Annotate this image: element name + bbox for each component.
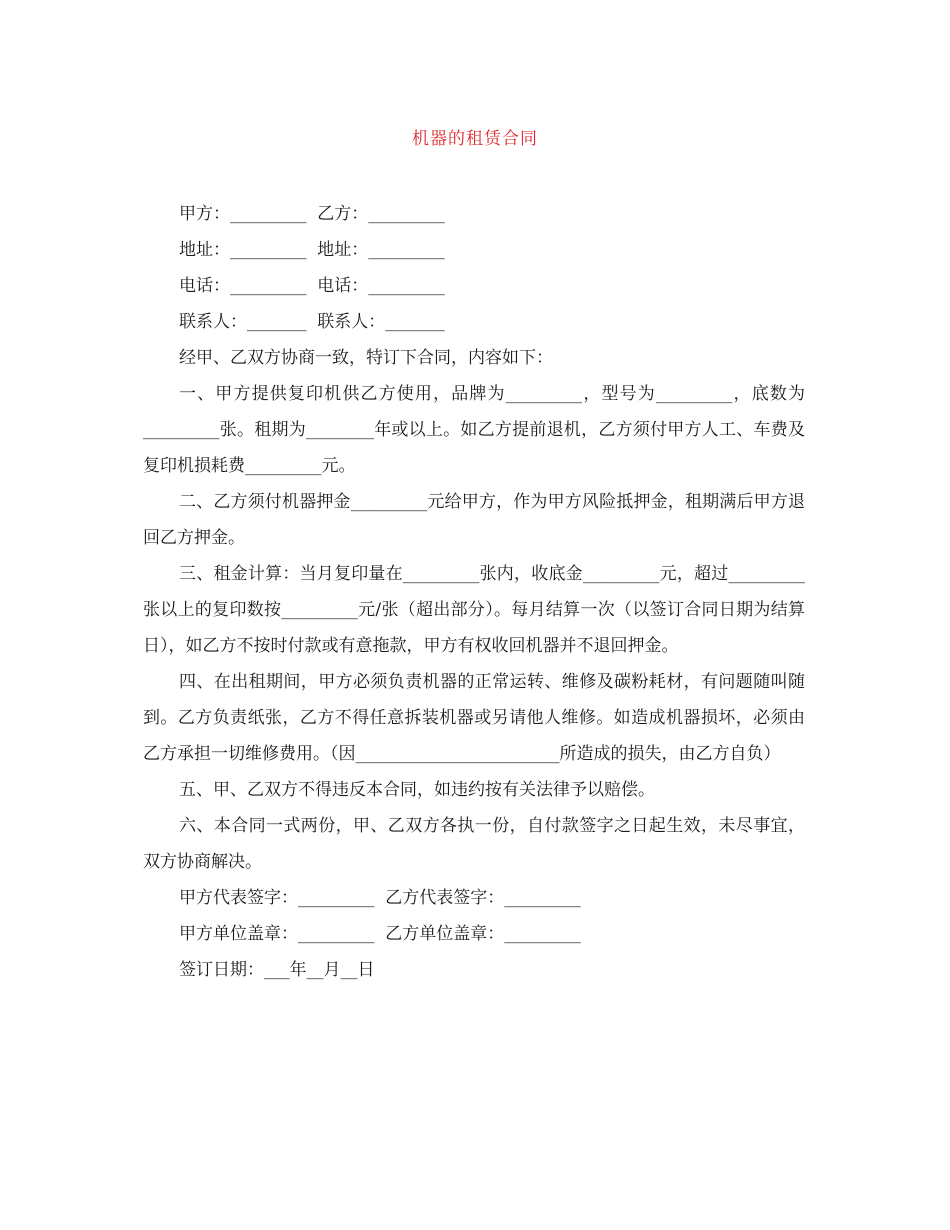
clause-4: 四、在出租期间，甲方必须负责机器的正常运转、维修及碳粉耗材，有问题随叫随到。乙方负责纸张，乙方不得任意拆装机器或另请他人维修。如造成机器损坏，必须由乙方承担一切维修费用。（因________________________所造成的损失，由乙方自负） — [143, 672, 805, 764]
seal-line: 甲方单位盖章：_________ 乙方单位盖章：_________ — [179, 924, 581, 944]
intro-paragraph: 经甲、乙双方协商一致，特订下合同，内容如下： — [179, 348, 553, 368]
clause-6: 六、本合同一式两份，甲、乙双方各执一份，自付款签字之日起生效，未尽事宜，双方协商解决。 — [143, 816, 805, 872]
contact-line: 联系人：_______ 联系人：_______ — [179, 312, 445, 332]
clause-2: 二、乙方须付机器押金_________元给甲方，作为甲方风险抵押金，租期满后甲方退回乙方押金。 — [143, 492, 805, 548]
address-line: 地址：_________ 地址：_________ — [179, 240, 445, 260]
clause-1: 一、甲方提供复印机供乙方使用，品牌为_________，型号为_________，底数为_________张。租期为________年或以上。如乙方提前退机，乙方须付甲方人工、车费及复印机损耗费_________元。 — [143, 384, 805, 476]
document-title: 机器的租赁合同 — [412, 129, 538, 149]
signing-date-line: 签订日期：___年__月__日 — [179, 960, 375, 980]
contract-body — [143, 196, 811, 988]
clause-3: 三、租金计算：当月复印量在_________张内，收底金_________元，超过_________ 张以上的复印数按_________元/张（超出部分）。每月结算一次（以签订合同日期为结算日），如乙方不按时付款或有意拖款，甲方有权收回机器并不退回押金。 — [143, 564, 811, 656]
party-a-b-line: 甲方：_________ 乙方：_________ — [179, 204, 445, 224]
signature-line: 甲方代表签字：_________ 乙方代表签字：_________ — [179, 888, 581, 908]
clause-5: 五、甲、乙双方不得违反本合同，如违约按有关法律予以赔偿。 — [179, 780, 655, 800]
phone-line: 电话：_________ 电话：_________ — [179, 276, 445, 296]
